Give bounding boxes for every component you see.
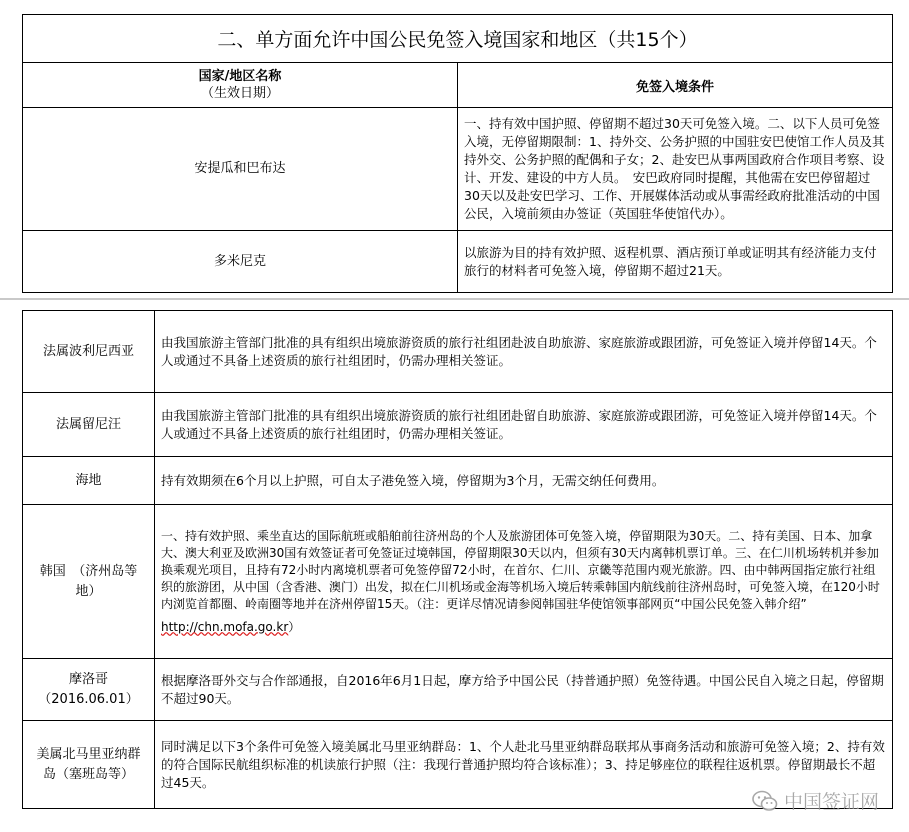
condition-text: 持有效期须在6个月以上护照，可自太子港免签入境，停留期为3个月，无需交纳任何费用。 — [155, 457, 893, 505]
header-country — [23, 63, 458, 108]
condition-text: 由我国旅游主管部门批准的具有组织出境旅游资质的旅行社组团赴波自助旅游、家庭旅游或跟团游，可免签证入境并停留14天。个人或通过不具备上述资质的旅行社组团时，仍需办理相关签证。 — [155, 311, 893, 393]
condition-text: 同时满足以下3个条件可免签入境美属北马里亚纳群岛：1、个人赴北马里亚纳群岛联邦从事商务活动和旅游可免签入境；2、持有效的符合国际民航组织标准的机读旅行护照（注：我现行普通护照均符合该标准）；3、持足够座位的联程往返机票。停留期最长不超过45天。 — [155, 721, 893, 809]
header-country-label: 国家/地区名称 — [198, 69, 282, 84]
country-name: 海地 — [23, 457, 155, 505]
wechat-icon — [752, 790, 778, 812]
table-title: 二、单方面允许中国公民免签入境国家和地区（共15个） — [23, 15, 893, 63]
visa-table-top — [22, 14, 893, 293]
visa-table-bottom — [22, 310, 893, 809]
country-name: 摩洛哥 — [68, 671, 108, 687]
watermark-text: 中国签证网 — [783, 791, 879, 813]
country-name: 法属留尼汪 — [23, 393, 155, 457]
link-suffix: ） — [288, 619, 301, 634]
country-cell-morocco — [23, 659, 155, 721]
condition-text: 由我国旅游主管部门批准的具有组织出境旅游资质的旅行社组团赴留自助旅游、家庭旅游或跟团游，可免签证入境并停留14天。个人或通过不具备上述资质的旅行社组团时，仍需办理相关签证。 — [155, 393, 893, 457]
header-date-label: （生效日期） — [200, 86, 279, 101]
condition-text: 以旅游为目的持有效护照、返程机票、酒店预订单或证明其有经济能力支付旅行的材料者可免签入境，停留期不超过21天。 — [458, 231, 893, 293]
header-conditions: 免签入境条件 — [458, 63, 893, 108]
mofa-link[interactable]: http://chn.mofa.go.kr — [161, 619, 289, 634]
country-name: 安提瓜和巴布达 — [23, 108, 458, 231]
country-name: 法属波利尼西亚 — [23, 311, 155, 393]
condition-text-korea — [155, 505, 893, 659]
condition-text: 根据摩洛哥外交与合作部通报，自2016年6月1日起，摩方给予中国公民（持普通护照）免签待遇。中国公民自入境之日起，停留期不超过90天。 — [155, 659, 893, 721]
country-name: 韩国 （济州岛等地） — [23, 505, 155, 659]
country-name: 多米尼克 — [23, 231, 458, 293]
watermark — [752, 787, 879, 814]
effective-date: （2016.06.01） — [38, 691, 139, 707]
condition-text: 一、持有效护照、乘坐直达的国际航班或船舶前往济州岛的个人及旅游团体可免签入境，停留期限为30天。二、持有美国、日本、加拿大、澳大利亚及欧洲30国有效签证者可免签证过境韩国，停留期限30天以内，但须有30天内离韩机票订单。三、在仁川机场转机并参加换乘观光项目，且持有72小时内离境机票者可免签停留72小时，在首尔、仁川、京畿等范围内观光旅游。四、由中韩两国指定旅行社组织的旅游团，从中国（含香港、澳门）出发，拟在仁川机场或金海等机场入境后转乘韩国内航线前往济州岛时，可免签入境，在120小时内浏览首都圈、岭南圈等地并在济州停留15天。（注：更详尽情况请参阅韩国驻华使馆领事部网页“中国公民免签入韩介绍” — [161, 528, 880, 611]
condition-text: 一、持有效中国护照、停留期不超过30天可免签入境。二、以下人员可免签入境，无停留期限制：1、持外交、公务护照的中国驻安巴使馆工作人员及其持外交、公务护照的配偶和子女；2、赴安巴从事两国政府合作项目考察、设计、开发、建设的中方人员。 安巴政府同时提醒，其他需在安巴停留超过30天以及赴安巴学习、工作、开展媒体活动或从事需经政府批准活动的中国公民，入境前须由办签证（英国驻华使馆代办）。 — [458, 108, 893, 231]
country-name: 美属北马里亚纳群岛（塞班岛等） — [23, 721, 155, 809]
page-separator — [0, 298, 909, 300]
